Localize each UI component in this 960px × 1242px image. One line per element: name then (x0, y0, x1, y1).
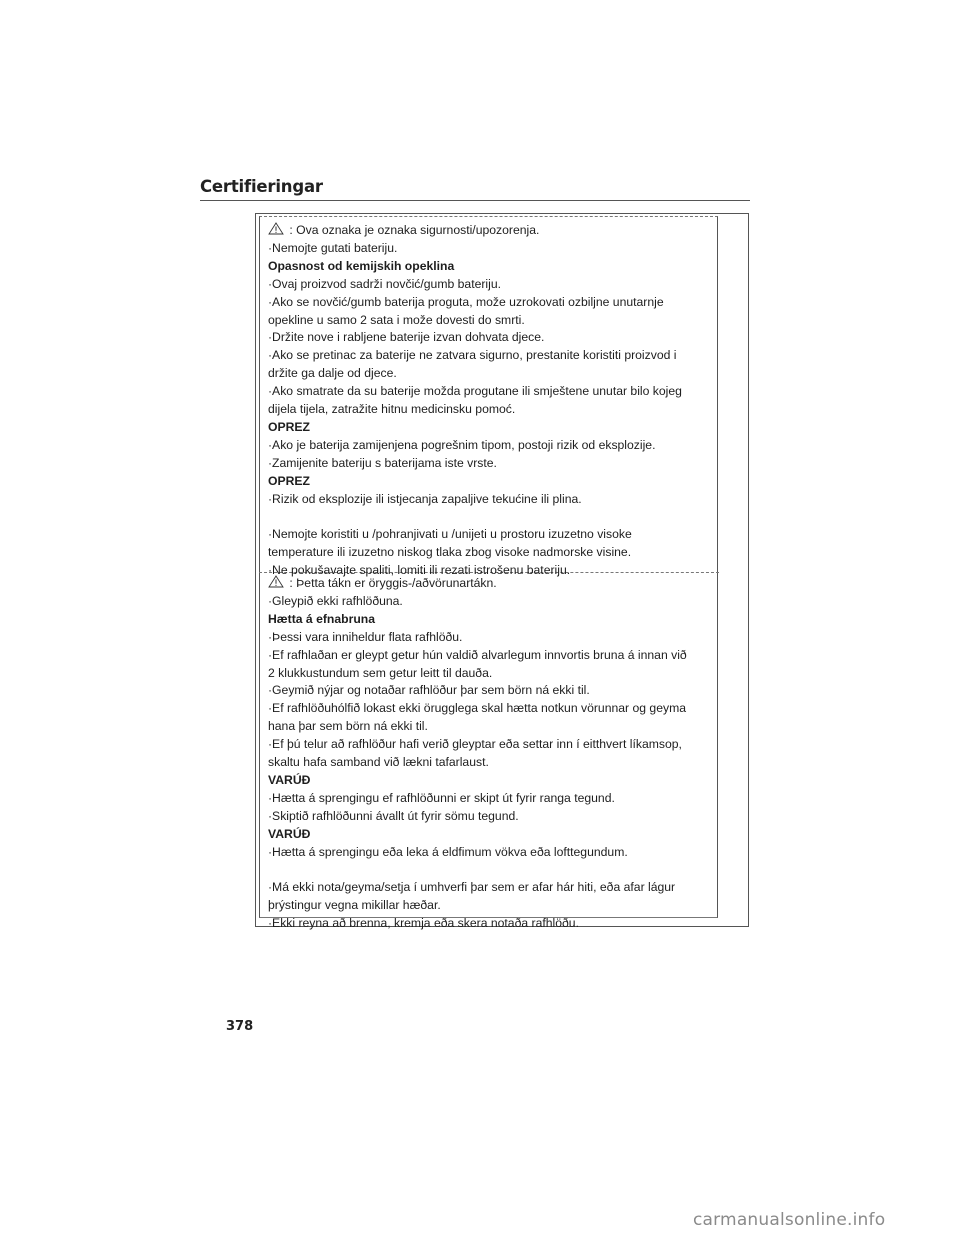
warning-line: ·Ovaj proizvod sadrži novčić/gumb bateriju. (268, 276, 502, 291)
warning-line: ·Gleypið ekki rafhlöðuna. (268, 593, 403, 608)
warning-line: držite ga dalje od djece. (268, 366, 397, 381)
warning-line: ·Skiptið rafhlöðunni ávallt út fyrir sömu tegund. (268, 808, 519, 823)
blank-line (268, 862, 718, 880)
warning-line: temperature ili izuzetno niskog tlaka zbog visoke nadmorske visine. (268, 545, 632, 560)
symbol-line (268, 575, 718, 593)
warning-line: ·Ako je baterija zamijenjena pogrešnim tipom, postoji rizik od eksplozije. (268, 437, 656, 452)
blank-line (268, 509, 718, 527)
warning-heading: Opasnost od kemijskih opeklina (268, 258, 455, 273)
warning-heading: OPREZ (268, 419, 310, 434)
watermark: carmanualsonline.info (693, 1210, 886, 1230)
symbol-line (268, 222, 718, 240)
warning-heading: OPREZ (268, 473, 310, 488)
croatian-warning-block (268, 222, 718, 580)
warning-line: ·Držite nove i rabljene baterije izvan dohvata djece. (268, 330, 545, 345)
warning-line: ·Má ekki nota/geyma/setja í umhverfi þar sem er afar hár hiti, eða afar lágur (268, 880, 676, 895)
warning-line: opekline u samo 2 sata i može dovesti do smrti. (268, 312, 525, 327)
warning-line: ·Ne pokušavajte spaliti, lomiti ili rezati istrošenu bateriju. (268, 563, 571, 578)
warning-line: ·Nemojte koristiti u /pohranjivati u /unijeti u prostoru izuzetno visoke (268, 527, 632, 542)
warning-line: ·Rizik od eksplozije ili istjecanja zapaljive tekućine ili plina. (268, 491, 582, 506)
warning-line: ·Hætta á sprengingu ef rafhlöðunni er skipt út fyrir ranga tegund. (268, 790, 615, 805)
warning-line: ·Ako se novčić/gumb baterija proguta, može uzrokovati ozbiljne unutarnje (268, 294, 664, 309)
warning-triangle-icon (268, 575, 284, 588)
warning-line: þrýstingur vegna mikillar hæðar. (268, 898, 441, 913)
icelandic-lines (268, 593, 718, 933)
page-number: 378 (226, 1019, 254, 1034)
symbol-description: : Ova oznaka je oznaka sigurnosti/upozorenja. (289, 223, 540, 237)
warning-triangle-icon (268, 222, 284, 235)
warning-line: ·Nemojte gutati bateriju. (268, 240, 398, 255)
croatian-lines (268, 240, 718, 580)
warning-line: hana þar sem börn ná ekki til. (268, 719, 428, 734)
warning-line: ·Ef rafhlöðuhólfið lokast ekki örugglega skal hætta notkun vörunnar og geyma (268, 701, 687, 716)
warning-heading: Hætta á efnabruna (268, 611, 375, 626)
warning-line: ·Ako se pretinac za baterije ne zatvara sigurno, prestanite koristiti proizvod i (268, 348, 677, 363)
icelandic-warning-block (268, 575, 718, 933)
warning-line: ·Ef þú telur að rafhlöður hafi verið gleyptar eða settar inn í eitthvert líkamsop, (268, 737, 682, 752)
warning-line: ·Geymið nýjar og notaðar rafhlöður þar sem börn ná ekki til. (268, 683, 590, 698)
warning-line: 2 klukkustundum sem getur leitt til dauða. (268, 665, 493, 680)
warning-line: ·Þessi vara inniheldur flata rafhlöðu. (268, 629, 463, 644)
warning-line: ·Hætta á sprengingu eða leka á eldfimum vökva eða lofttegundum. (268, 844, 628, 859)
section-title: Certifieringar (200, 177, 323, 196)
title-divider (200, 200, 750, 201)
warning-line: ·Ef rafhlaðan er gleypt getur hún valdið alvarlegum innvortis bruna á innan við (268, 647, 687, 662)
symbol-description: : Þetta tákn er öryggis-/aðvörunartákn. (289, 576, 497, 590)
warning-line: skaltu hafa samband við lækni tafarlaust. (268, 755, 489, 770)
warning-line: ·Zamijenite bateriju s baterijama iste vrste. (268, 455, 497, 470)
warning-heading: VARÚÐ (268, 826, 311, 841)
warning-line: ·Ako smatrate da su baterije možda progutane ili smještene unutar bilo kojeg (268, 384, 682, 399)
warning-line: dijela tijela, zatražite hitnu medicinsku pomoć. (268, 402, 516, 417)
warning-heading: VARÚÐ (268, 772, 311, 787)
warning-line: ·Ekki reyna að brenna, kremja eða skera notaða rafhlöðu. (268, 916, 579, 931)
